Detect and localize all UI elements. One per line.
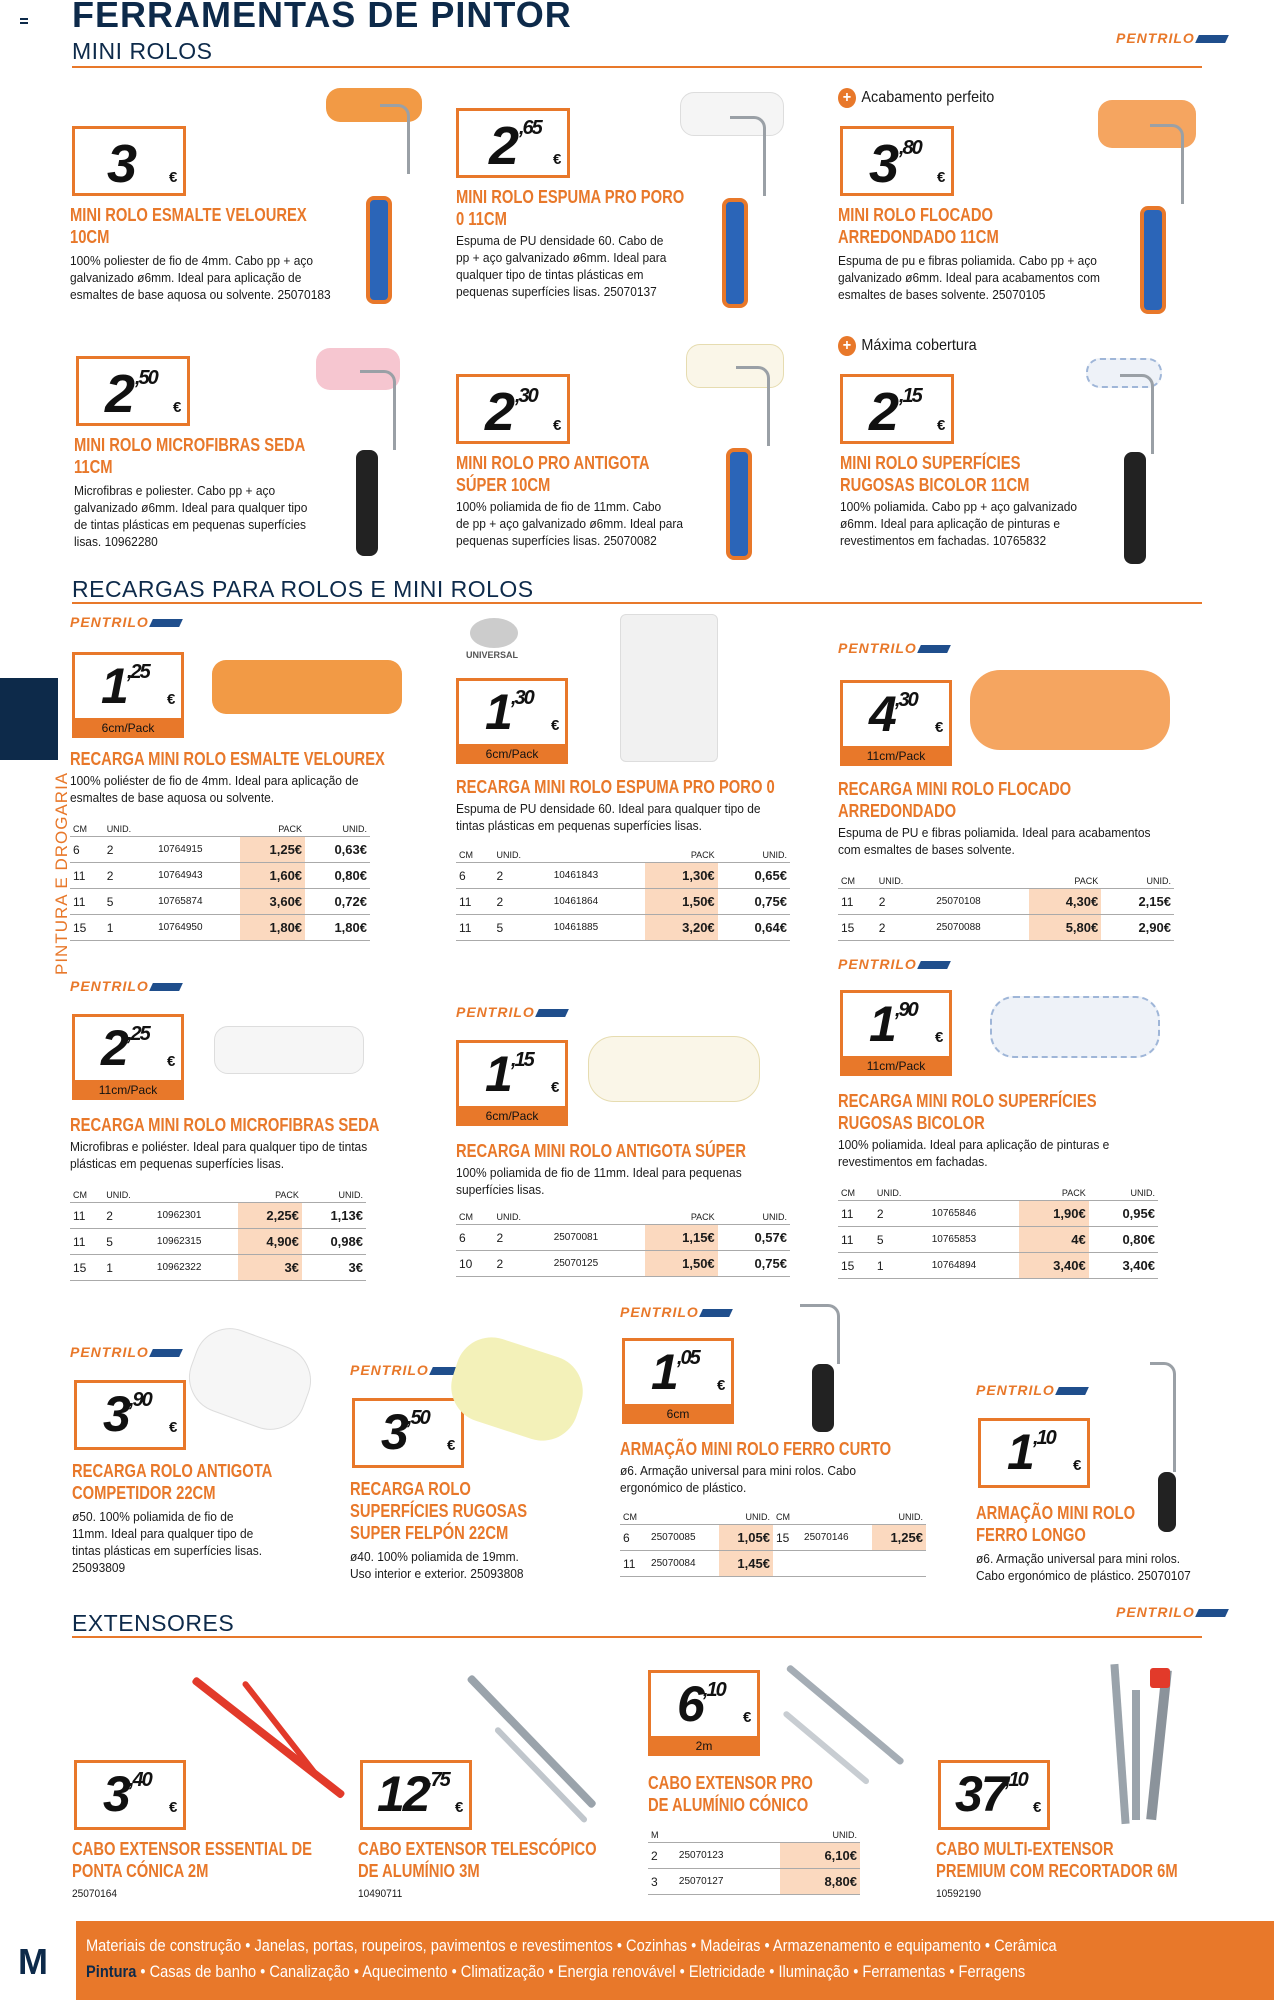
pole-image — [786, 1664, 905, 1766]
price-dec: ,30 — [515, 385, 537, 407]
frame-wire — [1150, 1362, 1176, 1472]
product-description: ø6. Armação universal para mini rolos. Cabo ergonómico de plástico. — [620, 1463, 856, 1495]
product-description: Espuma de PU e fibras poliamida. Ideal para acabamentos com esmaltes de bases solvente. — [838, 825, 1151, 857]
euro-symbol: € — [167, 691, 176, 708]
product-name: RECARGA ROLO SUPERFÍCIES RUGOSAS SUPER FELPÓN 22CM — [350, 1479, 528, 1543]
product-name: RECARGA MINI ROLO SUPERFÍCIES RUGOSAS BICOLOR — [838, 1091, 1097, 1133]
refill-image — [588, 1036, 760, 1102]
price-int: 1 — [485, 684, 511, 740]
euro-symbol: € — [743, 1709, 752, 1726]
price-int: 12 — [377, 1766, 429, 1822]
brand-logo: PENTRILO — [1116, 1604, 1227, 1620]
table-row: 6 2 10764915 1,25€ 0,63€ — [70, 837, 370, 863]
product-description: Microfibras e poliéster. Ideal para qualquer tipo de tintas plásticas em pequenas superfícies lisas. — [70, 1139, 368, 1171]
price-box — [352, 1398, 464, 1468]
table-row: 6 2 10461843 1,30€ 0,65€ — [456, 863, 790, 889]
product-code: 10592190 — [936, 1888, 982, 1900]
table-row: 15 1 10764894 3,40€ 3,40€ — [838, 1253, 1158, 1279]
table-row: 11 5 10765874 3,60€ 0,72€ — [70, 889, 370, 915]
product-name: RECARGA MINI ROLO ESMALTE VELOUREX — [70, 749, 385, 769]
brand-logo: PENTRILO — [976, 1382, 1087, 1398]
roller-wire — [736, 366, 770, 446]
price-box — [648, 1670, 760, 1756]
trimmer-head — [1150, 1668, 1170, 1688]
roller-handle — [722, 198, 748, 308]
price-int: 37 — [955, 1766, 1007, 1822]
product-description: ø40. 100% poliamida de 19mm. Uso interior e exterior. 25093808 — [350, 1549, 524, 1581]
price-box — [456, 108, 570, 178]
table-row: 10 2 25070125 1,50€ 0,75€ — [456, 1251, 790, 1277]
euro-symbol: € — [447, 1437, 456, 1454]
product-name: CABO MULTI-EXTENSOR PREMIUM COM RECORTADOR 6M — [936, 1839, 1178, 1881]
product-description: Espuma de PU densidade 60. Cabo de pp + aço galvanizado ø6mm. Ideal para qualquer tipo de tintas plásticas em pequenas superfícies lisas. 25070137 — [456, 233, 667, 299]
price-int: 3 — [869, 134, 898, 194]
table-row: 11 5 10765853 4€ 0,80€ — [838, 1227, 1158, 1253]
price-box — [840, 680, 952, 766]
roller-handle — [366, 196, 392, 304]
euro-symbol: € — [935, 719, 944, 736]
roller-handle — [356, 450, 378, 556]
price-box — [456, 678, 568, 764]
brand-logo: PENTRILO — [620, 1304, 731, 1320]
menu-icon-line — [20, 22, 28, 24]
product-description: Microfibras e poliester. Cabo pp + aço galvanizado ø6mm. Ideal para qualquer tipo de tintas plásticas em pequenas superfícies lisas. 10962280 — [74, 483, 308, 549]
pack-tag: 11cm/Pack — [840, 746, 952, 766]
price-int: 3 — [381, 1404, 407, 1460]
store-logo: M — [0, 1921, 76, 2000]
section-divider — [72, 66, 1202, 68]
refill-image — [442, 1328, 592, 1450]
pole-image-3 — [1146, 1670, 1172, 1820]
frame-handle — [812, 1364, 834, 1432]
product-name: ARMAÇÃO MINI ROLO FERRO CURTO — [620, 1439, 892, 1459]
price-dec: ,30 — [895, 689, 917, 711]
table-row: 11 2 10765846 1,90€ 0,95€ — [838, 1201, 1158, 1227]
euro-symbol: € — [717, 1377, 726, 1394]
price-int: 1 — [1007, 1424, 1033, 1480]
refill-pack-image — [620, 614, 718, 762]
table-row: 11 5 10461885 3,20€ 0,64€ — [456, 915, 790, 941]
product-name: MINI ROLO ESMALTE VELOUREX 10CM — [70, 205, 307, 247]
footer-categories-rest: • Casas de banho • Canalização • Aquecimento • Climatização • Energia renovável • Eletricidade • Iluminação • Ferramentas • Ferragens — [136, 1962, 1026, 1981]
roller-handle — [726, 448, 752, 560]
section-divider — [72, 602, 1202, 604]
product-name: CABO EXTENSOR TELESCÓPICO DE ALUMÍNIO 3M — [358, 1839, 597, 1881]
euro-symbol: € — [169, 1419, 178, 1436]
price-table: CM UNID. PACK UNID. 6 2 10461843 1,30€ 0,65€ 11 2 10461864 1,50€ 0,75€ 11 5 10461885 3,20€ 0,64€ — [456, 848, 790, 941]
price-box — [622, 1338, 734, 1424]
price-box — [74, 1380, 186, 1450]
euro-symbol: € — [173, 399, 182, 416]
price-int: 2 — [489, 116, 518, 176]
table-row: 15 1 10962322 3€ 3€ — [70, 1255, 366, 1281]
product-code: 25070164 — [72, 1888, 118, 1900]
badge-acabamento: + Acabamento perfeito — [838, 88, 994, 108]
price-box — [74, 1760, 186, 1830]
euro-symbol: € — [167, 1053, 176, 1070]
price-box — [938, 1760, 1050, 1830]
price-box — [76, 356, 190, 426]
euro-symbol: € — [1033, 1799, 1042, 1816]
price-dec: ,65 — [519, 117, 541, 139]
product-description: ø50. 100% poliamida de fio de 11mm. Ideal para qualquer tipo de tintas plásticas em superfícies lisas. 25093809 — [72, 1509, 263, 1575]
roller-wire — [1150, 124, 1184, 204]
product-name: MINI ROLO SUPERFÍCIES RUGOSAS BICOLOR 11CM — [840, 453, 1030, 495]
footer-categories-line2 — [86, 1962, 1025, 1982]
price-int: 1 — [869, 996, 895, 1052]
pole-image-2 — [494, 1726, 589, 1824]
product-description: ø6. Armação universal para mini rolos. Cabo ergonómico de plástico. 25070107 — [976, 1551, 1191, 1583]
price-box — [456, 1040, 568, 1126]
roller-handle — [1124, 452, 1146, 564]
price-table: CM UNID. PACK UNID. 6 2 10764915 1,25€ 0,63€ 11 2 10764943 1,60€ 0,80€ 11 5 10765874 3,60€ 0,72€ 15 1 10764950 1,80€ 1,80€ — [70, 822, 370, 941]
badge-cobertura: + Máxima cobertura — [838, 336, 977, 356]
product-name: ARMAÇÃO MINI ROLO FERRO LONGO — [976, 1503, 1136, 1545]
price-box — [840, 990, 952, 1076]
universal-label: UNIVERSAL — [466, 650, 519, 660]
refill-image — [970, 670, 1170, 750]
brand-logo: PENTRILO — [70, 614, 181, 630]
roller-wire — [1120, 374, 1154, 454]
price-dec: ,50 — [135, 367, 157, 389]
footer-bar — [0, 1921, 1274, 2000]
price-int: 6 — [677, 1676, 703, 1732]
brand-logo: PENTRILO — [70, 978, 181, 994]
price-table: CM UNID. PACK UNID. 11 2 10962301 2,25€ 1,13€ 11 5 10962315 4,90€ 0,98€ 15 1 10962322 3€ 3€ — [70, 1188, 366, 1281]
price-box — [840, 126, 954, 196]
table-row: 2 25070123 6,10€ — [648, 1843, 860, 1869]
price-table: CM UNID. CM UNID. 6 25070085 1,05€ 15 25070146 1,25€ 11 25070084 1,45€ — [620, 1510, 926, 1577]
euro-symbol: € — [937, 169, 946, 186]
brand-logo: PENTRILO — [838, 640, 949, 656]
brand-logo: PENTRILO — [838, 956, 949, 972]
section-divider — [72, 1636, 1202, 1638]
footer-current-category: Pintura — [86, 1962, 137, 1981]
price-table: CM UNID. PACK UNID. 11 2 10765846 1,90€ 0,95€ 11 5 10765853 4€ 0,80€ 15 1 10764894 3,40€ 3,40€ — [838, 1186, 1158, 1279]
table-row: 6 25070085 1,05€ 15 25070146 1,25€ — [620, 1525, 926, 1551]
pack-tag: 11cm/Pack — [72, 1080, 184, 1100]
price-int: 3 — [103, 1386, 129, 1442]
euro-symbol: € — [1073, 1457, 1082, 1474]
product-description: 100% poliamida. Cabo pp + aço galvanizado ø6mm. Ideal para aplicação de pinturas e revestimentos em fachadas. 10765832 — [840, 499, 1078, 548]
euro-symbol: € — [937, 417, 946, 434]
pack-tag: 6cm/Pack — [456, 1106, 568, 1126]
price-dec: ,10 — [1033, 1427, 1055, 1449]
price-int: 2 — [105, 364, 134, 424]
pole-image — [191, 1676, 346, 1799]
product-name: RECARGA MINI ROLO MICROFIBRAS SEDA — [70, 1115, 380, 1135]
product-description: 100% poliéster de fio de 4mm. Ideal para aplicação de esmaltes de base aquosa ou solvente. — [70, 773, 359, 805]
price-box — [72, 652, 184, 738]
section-title-mini-rolos: MINI ROLOS — [72, 38, 213, 64]
price-int: 1 — [485, 1046, 511, 1102]
product-description: 100% poliamida. Ideal para aplicação de pinturas e revestimentos em fachadas. — [838, 1137, 1110, 1169]
price-dec: ,90 — [129, 1389, 151, 1411]
price-table: CM UNID. PACK UNID. 6 2 25070081 1,15€ 0,57€ 10 2 25070125 1,50€ 0,75€ — [456, 1210, 790, 1277]
price-dec: ,25 — [127, 661, 149, 683]
price-box — [456, 374, 570, 444]
euro-symbol: € — [551, 1079, 560, 1096]
price-dec: ,10 — [703, 1679, 725, 1701]
refill-image — [214, 1026, 364, 1074]
plus-icon: + — [838, 336, 856, 356]
length-tag: 2m — [648, 1736, 760, 1756]
brand-logo: PENTRILO — [350, 1362, 461, 1378]
product-name: CABO EXTENSOR ESSENTIAL DE PONTA CÓNICA 2M — [72, 1839, 313, 1881]
footer-categories-line1: Materiais de construção • Janelas, portas, roupeiros, pavimentos e revestimentos • Cozinhas • Madeiras • Armazenamento e equipamento • Cerâmica — [86, 1936, 1057, 1955]
product-name: CABO EXTENSOR PRO DE ALUMÍNIO CÓNICO — [648, 1773, 813, 1815]
product-description: 100% poliester de fio de 4mm. Cabo pp + aço galvanizado ø6mm. Ideal para aplicação de esmaltes de base aquosa ou solvente. 25070183 — [70, 253, 331, 302]
price-dec: ,05 — [677, 1347, 699, 1369]
price-int: 1 — [651, 1344, 677, 1400]
price-box — [72, 126, 186, 196]
length-tag: 6cm — [622, 1404, 734, 1424]
product-name: RECARGA ROLO ANTIGOTA COMPETIDOR 22CM — [72, 1461, 273, 1503]
table-row: 15 1 10764950 1,80€ 1,80€ — [70, 915, 370, 941]
refill-image — [179, 1318, 321, 1440]
product-description: Espuma de PU densidade 60. Ideal para qualquer tipo de tintas plásticas em pequenas superfícies lisas. — [456, 801, 761, 833]
page-title: FERRAMENTAS DE PINTOR — [72, 0, 572, 35]
price-int: 2 — [869, 382, 898, 442]
pack-tag: 11cm/Pack — [840, 1056, 952, 1076]
euro-symbol: € — [169, 1799, 178, 1816]
product-description: 100% poliamida de fio de 11mm. Cabo de pp + aço galvanizado ø6mm. Ideal para pequenas superfícies lisas. 25070082 — [456, 499, 684, 548]
euro-symbol: € — [169, 169, 178, 186]
brand-logo: PENTRILO — [456, 1004, 567, 1020]
product-name: MINI ROLO FLOCADO ARREDONDADO 11CM — [838, 205, 999, 247]
frame-handle — [1158, 1472, 1176, 1532]
table-row: 11 25070084 1,45€ — [620, 1551, 926, 1577]
price-box — [978, 1418, 1090, 1488]
price-int: 2 — [101, 1020, 127, 1076]
product-name: MINI ROLO PRO ANTIGOTA SÚPER 10CM — [456, 453, 650, 495]
universal-icon — [470, 618, 518, 648]
price-dec: ,25 — [127, 1023, 149, 1045]
price-dec: ,90 — [895, 999, 917, 1021]
section-title-recargas: RECARGAS PARA ROLOS E MINI ROLOS — [72, 576, 534, 602]
price-dec: ,50 — [407, 1407, 429, 1429]
price-box — [840, 374, 954, 444]
product-code: 10490711 — [358, 1888, 403, 1900]
roller-wire — [730, 116, 766, 196]
price-dec: ,75 — [427, 1769, 449, 1791]
product-description: Espuma de pu e fibras poliamida. Cabo pp + aço galvanizado ø6mm. Ideal para acabamentos com esmaltes de bases solvente. 25070105 — [838, 253, 1100, 302]
price-int: 3 — [103, 1766, 129, 1822]
refill-image — [990, 996, 1160, 1058]
table-row: 11 2 10461864 1,50€ 0,75€ — [456, 889, 790, 915]
price-box — [72, 1014, 184, 1100]
price-dec: ,80 — [899, 137, 921, 159]
euro-symbol: € — [935, 1029, 944, 1046]
table-row: 6 2 25070081 1,15€ 0,57€ — [456, 1225, 790, 1251]
table-row: 3 25070127 8,80€ — [648, 1869, 860, 1895]
price-table: M UNID. 2 25070123 6,10€ 3 25070127 8,80€ — [648, 1828, 860, 1895]
pole-image-2 — [1132, 1690, 1140, 1820]
roller-handle — [1140, 206, 1166, 314]
price-dec: ,15 — [511, 1049, 533, 1071]
table-row: 11 2 10962301 2,25€ 1,13€ — [70, 1203, 366, 1229]
product-name: RECARGA MINI ROLO ESPUMA PRO PORO 0 — [456, 777, 775, 797]
euro-symbol: € — [455, 1799, 464, 1816]
euro-symbol: € — [553, 151, 562, 168]
price-dec: ,40 — [129, 1769, 151, 1791]
price-dec: ,10 — [1005, 1769, 1027, 1791]
price-dec: ,15 — [899, 385, 921, 407]
price-int: 3 — [107, 134, 136, 194]
roller-wire — [380, 104, 410, 174]
table-row: 15 2 25070088 5,80€ 2,90€ — [838, 915, 1174, 941]
price-int: 1 — [101, 658, 127, 714]
roller-wire — [360, 370, 396, 450]
price-box — [360, 1760, 472, 1830]
brand-logo: PENTRILO — [1116, 30, 1227, 46]
table-row: 11 2 25070108 4,30€ 2,15€ — [838, 889, 1174, 915]
price-int: 2 — [485, 382, 514, 442]
menu-icon — [20, 18, 28, 20]
pole-image — [1110, 1664, 1129, 1824]
product-name: MINI ROLO MICROFIBRAS SEDA 11CM — [74, 435, 306, 477]
frame-wire — [800, 1304, 840, 1364]
refill-image — [212, 660, 402, 714]
product-name: RECARGA MINI ROLO ANTIGOTA SÚPER — [456, 1141, 747, 1161]
euro-symbol: € — [551, 717, 560, 734]
product-name: RECARGA MINI ROLO FLOCADO ARREDONDADO — [838, 779, 1072, 821]
price-int: 4 — [869, 686, 895, 742]
product-description: 100% poliamida de fio de 11mm. Ideal para pequenas superfícies lisas. — [456, 1165, 742, 1197]
pack-tag: 6cm/Pack — [456, 744, 568, 764]
plus-icon: + — [838, 88, 856, 108]
euro-symbol: € — [553, 417, 562, 434]
side-category-label: PINTURA E DROGARIA — [52, 771, 71, 975]
table-row: 11 2 10764943 1,60€ 0,80€ — [70, 863, 370, 889]
price-dec: ,30 — [511, 687, 533, 709]
brand-logo: PENTRILO — [70, 1344, 181, 1360]
side-tab — [0, 678, 58, 760]
table-row: 11 5 10962315 4,90€ 0,98€ — [70, 1229, 366, 1255]
pack-tag: 6cm/Pack — [72, 718, 184, 738]
price-table: CM UNID. PACK UNID. 11 2 25070108 4,30€ 2,15€ 15 2 25070088 5,80€ 2,90€ — [838, 874, 1174, 941]
pole-image — [466, 1674, 597, 1809]
product-name: MINI ROLO ESPUMA PRO PORO 0 11CM — [456, 187, 685, 229]
section-title-extensores: EXTENSORES — [72, 1610, 235, 1636]
